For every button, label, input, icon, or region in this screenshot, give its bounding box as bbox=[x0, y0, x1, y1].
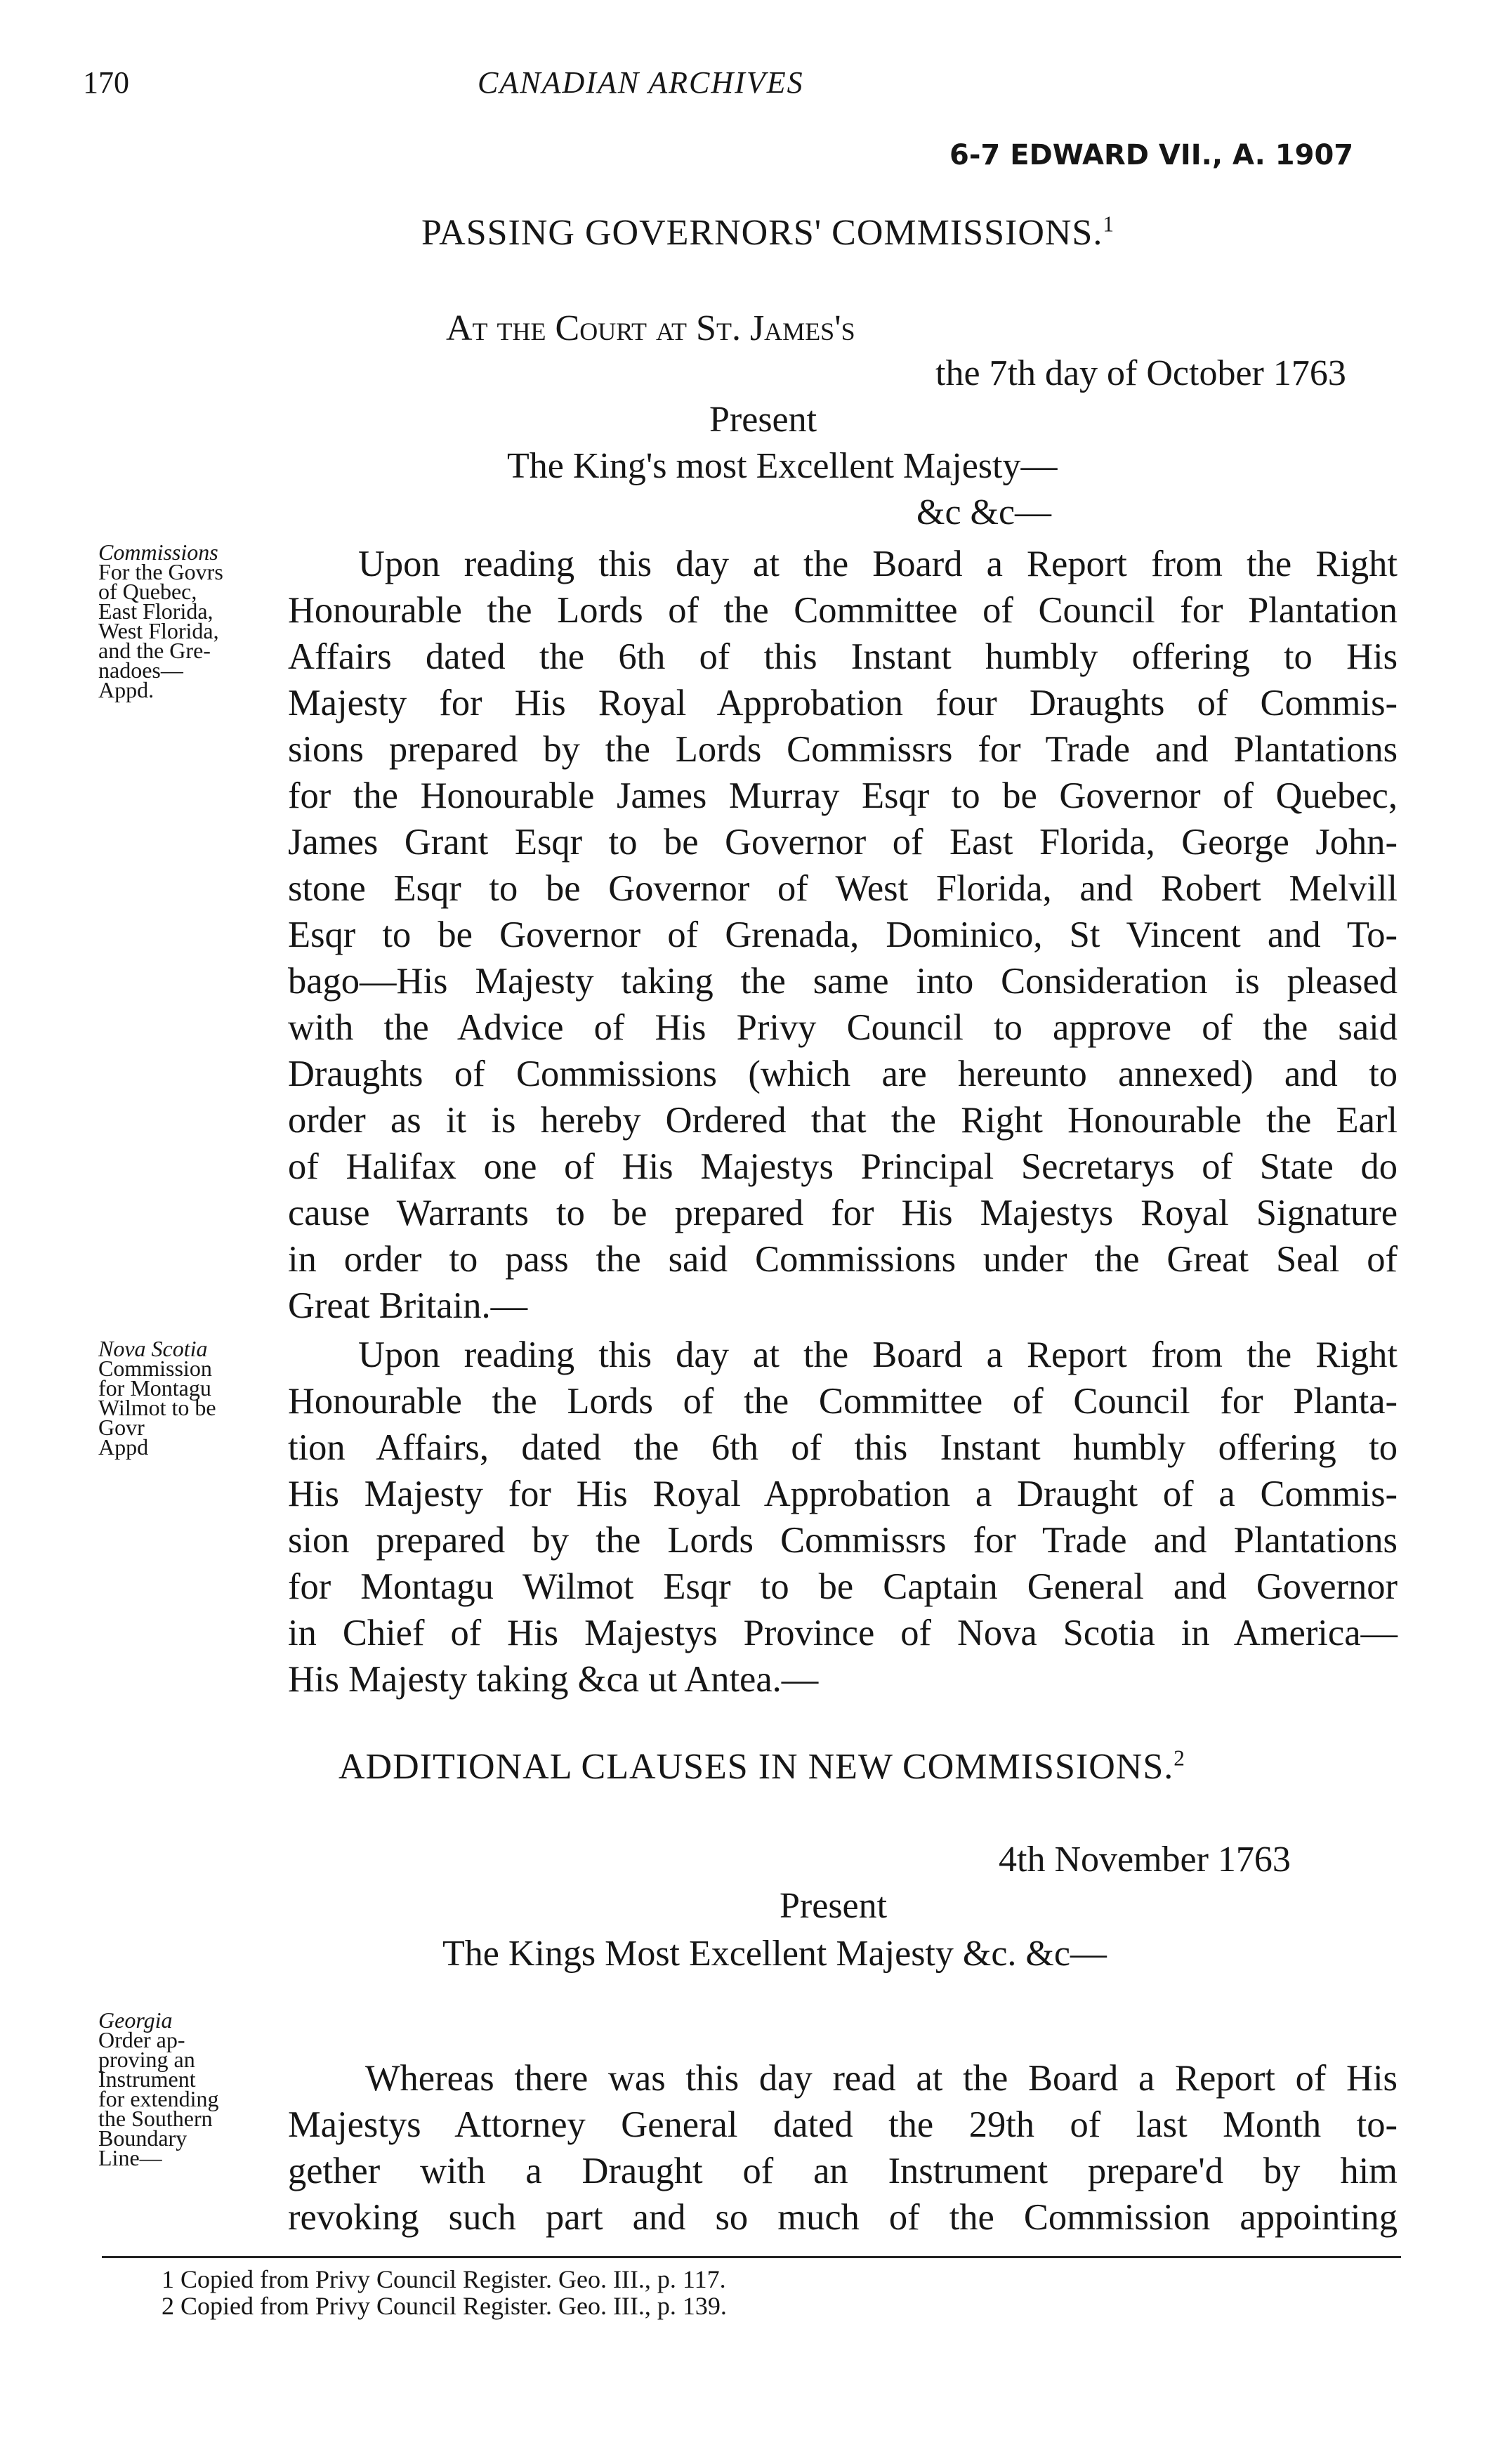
majesty-line-1: The King's most Excellent Majesty— bbox=[507, 446, 1058, 486]
text-line: His Majesty taking &ca ut Antea.— bbox=[288, 1659, 819, 1700]
court-line: At the Court at St. James's bbox=[446, 308, 855, 348]
footnote-ref-2: 2 bbox=[1174, 1745, 1185, 1771]
etc-line: &c &c— bbox=[916, 492, 1052, 532]
text-line: tion Affairs, dated the 6th of this Instant humbly offering to bbox=[288, 1427, 1398, 1468]
text-line: James Grant Esqr to be Governor of East Florida, George John- bbox=[288, 822, 1398, 863]
text-line: stone Esqr to be Governor of West Florida, and Robert Melvill bbox=[288, 868, 1398, 909]
text-line: gether with a Draught of an Instrument prepare'd by him bbox=[288, 2151, 1398, 2191]
meeting-date-1: the 7th day of October 1763 bbox=[935, 353, 1346, 393]
majesty-line-2: The Kings Most Excellent Majesty &c. &c— bbox=[442, 1934, 1107, 1974]
text-line: with the Advice of His Privy Council to approve of the said bbox=[288, 1007, 1398, 1048]
text-line: bago—His Majesty taking the same into Consideration is pleased bbox=[288, 961, 1398, 1002]
section-title-2: ADDITIONAL CLAUSES IN NEW COMMISSIONS.$^2$ bbox=[338, 1745, 1185, 1787]
meeting-date-2: 4th November 1763 bbox=[999, 1840, 1291, 1880]
present-label-1: Present bbox=[709, 400, 817, 440]
section-title-1: PASSING GOVERNORS' COMMISSIONS.$^1$ bbox=[421, 211, 1115, 253]
margin-note-nova-scotia: Nova Scotia Commission for Montagu Wilmot to be Govr Appd bbox=[98, 1336, 216, 1460]
text-line: Majestys Attorney General dated the 29th of last Month to- bbox=[288, 2104, 1398, 2145]
text-line: in order to pass the said Commissions under the Great Seal of bbox=[288, 1239, 1398, 1280]
text-line: sion prepared by the Lords Commissrs for Trade and Plantations bbox=[288, 1520, 1398, 1561]
text-line: of Halifax one of His Majestys Principal Secretarys of State do bbox=[288, 1146, 1398, 1187]
text-line: Great Britain.— bbox=[288, 1285, 528, 1326]
text-line: Affairs dated the 6th of this Instant humbly offering to His bbox=[288, 636, 1398, 677]
session-label: 6-7 EDWARD VII., A. 1907 bbox=[949, 139, 1354, 171]
text-line: for the Honourable James Murray Esqr to be Governor of Quebec, bbox=[288, 775, 1398, 816]
text-line: Majesty for His Royal Approbation four Draughts of Commis- bbox=[288, 683, 1398, 723]
text-line: in Chief of His Majestys Province of Nova Scotia in America— bbox=[288, 1613, 1398, 1653]
text-line: Upon reading this day at the Board a Report from the Right bbox=[358, 544, 1398, 584]
footnote-1: 1 Copied from Privy Council Register. Geo. III., p. 117. bbox=[162, 2265, 726, 2293]
running-title: CANADIAN ARCHIVES bbox=[478, 65, 804, 100]
footnote-rule bbox=[102, 2256, 1401, 2258]
text-line: Draughts of Commissions (which are hereunto annexed) and to bbox=[288, 1054, 1398, 1094]
text-line: Honourable the Lords of the Committee of Council for Plantation bbox=[288, 590, 1398, 631]
text-line: sions prepared by the Lords Commissrs for Trade and Plantations bbox=[288, 729, 1398, 770]
text-line: Upon reading this day at the Board a Report from the Right bbox=[358, 1335, 1398, 1375]
text-line: His Majesty for His Royal Approbation a Draught of a Commis- bbox=[288, 1474, 1398, 1514]
footnote-2: 2 Copied from Privy Council Register. Geo. III., p. 139. bbox=[162, 2292, 727, 2320]
margin-note-georgia: Georgia Order ap- proving an Instrument for extending the Southern Boundary Line— bbox=[98, 2007, 219, 2170]
text-line: Whereas there was this day read at the Board a Report of His bbox=[365, 2058, 1398, 2099]
margin-note-commissions: Commissions For the Govrs of Quebec, East Florida, West Florida, and the Gre- nadoes— Appd. bbox=[98, 539, 223, 702]
footnote-ref-1: 1 bbox=[1103, 211, 1115, 237]
text-line: cause Warrants to be prepared for His Majestys Royal Signature bbox=[288, 1193, 1398, 1233]
text-line: for Montagu Wilmot Esqr to be Captain General and Governor bbox=[288, 1566, 1398, 1607]
present-label-2: Present bbox=[780, 1886, 888, 1926]
text-line: revoking such part and so much of the Commission appointing bbox=[288, 2197, 1398, 2238]
text-line: Esqr to be Governor of Grenada, Dominico, St Vincent and To- bbox=[288, 915, 1398, 955]
text-line: order as it is hereby Ordered that the Right Honourable the Earl bbox=[288, 1100, 1398, 1141]
page-number: 170 bbox=[83, 65, 129, 100]
text-line: Honourable the Lords of the Committee of Council for Planta- bbox=[288, 1381, 1398, 1422]
